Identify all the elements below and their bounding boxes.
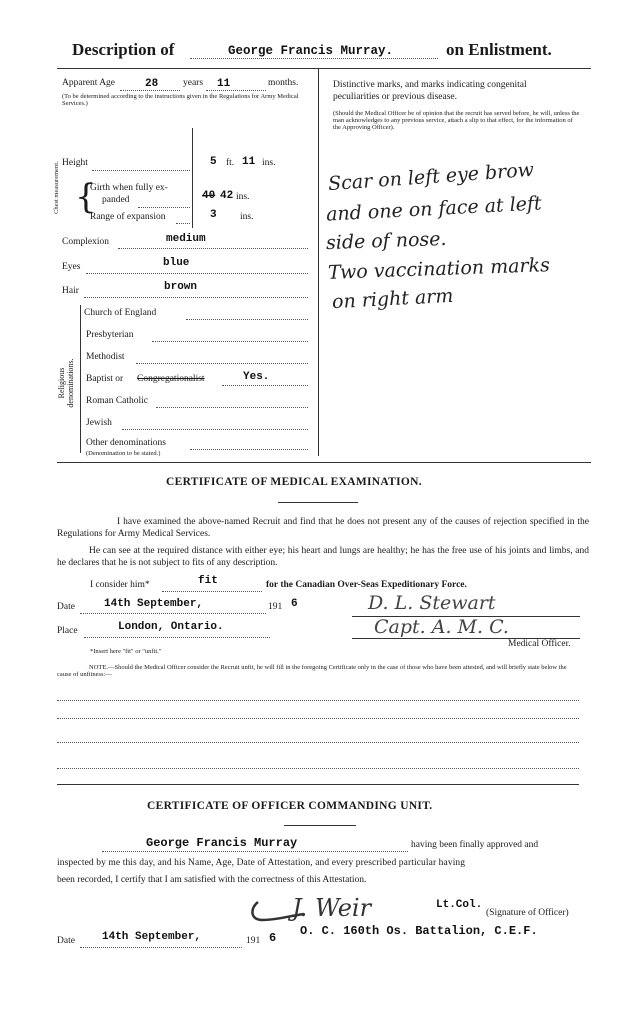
commanding-rank: Lt.Col.: [436, 899, 483, 911]
baptist-value: Yes.: [243, 371, 270, 383]
signature-flourish: [248, 898, 308, 929]
religion-other-note: (Denomination to be stated.): [86, 450, 161, 457]
recruit-name: George Francis Murray.: [228, 44, 394, 58]
marks-handwritten-line5: on right arm: [331, 284, 454, 314]
marks-handwritten-line4: Two vaccination marks: [327, 254, 551, 284]
medical-officer-label: Medical Officer.: [508, 639, 571, 649]
chest-label: Chest measurement.: [53, 161, 60, 214]
eyes-value: blue: [163, 257, 190, 269]
religion-methodist: Methodist: [86, 352, 125, 362]
medical-officer-rank: Capt. A. M. C.: [374, 616, 509, 638]
medical-paragraph-2: He can see at the required distance with either eye; his heart and lungs are healthy; he has the free use of his joints and limbs, and he declares that he is not subject to fits of any description.: [57, 546, 589, 568]
commanding-recruit-name: George Francis Murray: [146, 836, 298, 850]
apparent-age-label: Apparent Age: [62, 78, 116, 88]
age-years-value: 28: [145, 78, 159, 90]
religion-congregationalist-struck: Congregationalist: [137, 374, 205, 384]
form-header-prefix: Description of: [72, 40, 175, 59]
medical-officer-signature: D. L. Stewart: [368, 592, 496, 614]
complexion-label: Complexion: [62, 237, 109, 247]
religion-other: Other denominations: [86, 438, 166, 448]
commanding-date-label: Date: [57, 936, 75, 946]
girth-label-line1: Girth when fully ex-: [90, 183, 168, 193]
eyes-label: Eyes: [62, 262, 81, 272]
inches-label: ins.: [262, 158, 276, 168]
feet-label: ft.: [226, 158, 235, 168]
medical-date-label: Date: [57, 602, 75, 612]
commanding-signature-label: (Signature of Officer): [486, 908, 569, 918]
girth-unit: ins.: [236, 192, 250, 202]
years-label: years: [183, 78, 204, 88]
religion-church-of-england: Church of England: [84, 308, 157, 318]
place-label: Place: [57, 626, 78, 636]
height-inches-value: 11: [242, 156, 256, 168]
commanding-certificate-title: CERTIFICATE OF OFFICER COMMANDING UNIT.: [147, 800, 433, 812]
girth-label-line2: panded: [102, 195, 130, 205]
religion-jewish: Jewish: [86, 418, 112, 428]
religion-baptist: Baptist or: [86, 374, 124, 384]
place-value: London, Ontario.: [118, 621, 224, 633]
months-label: months.: [268, 78, 299, 88]
consider-value: fit: [198, 575, 218, 587]
form-header-suffix: on Enlistment.: [446, 40, 552, 59]
girth-value: 42: [220, 190, 234, 202]
girth-struck-value: 40: [202, 190, 216, 202]
age-months-value: 11: [217, 78, 231, 90]
medical-date-value: 14th September,: [104, 598, 204, 610]
commanding-date-value: 14th September,: [102, 931, 202, 943]
consider-suffix: for the Canadian Over-Seas Expeditionary Force.: [266, 580, 467, 590]
unfitness-note: NOTE.—Should the Medical Officer consider the Recruit unfit, he will fill in the foregoing Certificate only in the case of those who have been attested, and will briefly state below the cause of unfitness:—: [57, 664, 567, 678]
signature-flourish-mark: [248, 898, 308, 924]
expansion-value: 3: [210, 209, 217, 221]
height-label: Height: [62, 158, 88, 168]
commanding-unit: O. C. 160th Os. Battalion, C.E.F.: [300, 924, 538, 938]
marks-title-line2: peculiarities or previous disease.: [333, 92, 457, 102]
marks-title-line1: Distinctive marks, and marks indicating congenital: [333, 80, 527, 90]
consider-label: I consider him*: [90, 580, 150, 590]
religion-roman-catholic: Roman Catholic: [86, 396, 149, 406]
expansion-label: Range of expansion: [90, 212, 166, 222]
commanding-text-line2: inspected by me this day, and his Name, Age, Date of Attestation, and every prescribed particular having: [57, 858, 466, 868]
commanding-year-digit: 6: [269, 931, 277, 945]
commanding-officer-signature: J. Weir: [292, 894, 372, 922]
commanding-text-line1: having been finally approved and: [411, 840, 539, 850]
medical-year-prefix: 191: [268, 602, 283, 612]
marks-note: (Should the Medical Officer be of opinion that the recruit has served before, he will, unless the man acknowledges to any previous service, attach a slip to that effect, for the information of the Approving Officer).: [333, 110, 580, 131]
height-feet-value: 5: [210, 156, 217, 168]
religion-label: Religious denominations.: [57, 358, 75, 408]
religion-presbyterian: Presbyterian: [86, 330, 134, 340]
hair-label: Hair: [62, 286, 79, 296]
hair-value: brown: [164, 281, 198, 293]
marks-handwritten-line3: side of nose.: [325, 227, 447, 255]
commanding-year-prefix: 191: [246, 936, 261, 946]
medical-year-digit: 6: [291, 598, 298, 610]
age-note: (To be determined according to the instructions given in the Regulations for Army Medical Services.): [62, 93, 299, 107]
medical-certificate-title: CERTIFICATE OF MEDICAL EXAMINATION.: [166, 476, 422, 488]
insert-note: *Insert here "fit" or "unfit.": [90, 648, 162, 655]
marks-handwritten-line2: and one on face at left: [325, 192, 543, 226]
expansion-unit: ins.: [240, 212, 254, 222]
commanding-text-line3: been recorded, I certify that I am satisfied with the correctness of this Attestation.: [57, 875, 367, 885]
medical-paragraph-1: I have examined the above-named Recruit and find that he does not present any of the causes of rejection specified in the Regulations for Army Medical Services.: [57, 517, 589, 539]
complexion-value: medium: [166, 233, 206, 245]
marks-handwritten-line1: Scar on left eye brow: [327, 158, 535, 196]
